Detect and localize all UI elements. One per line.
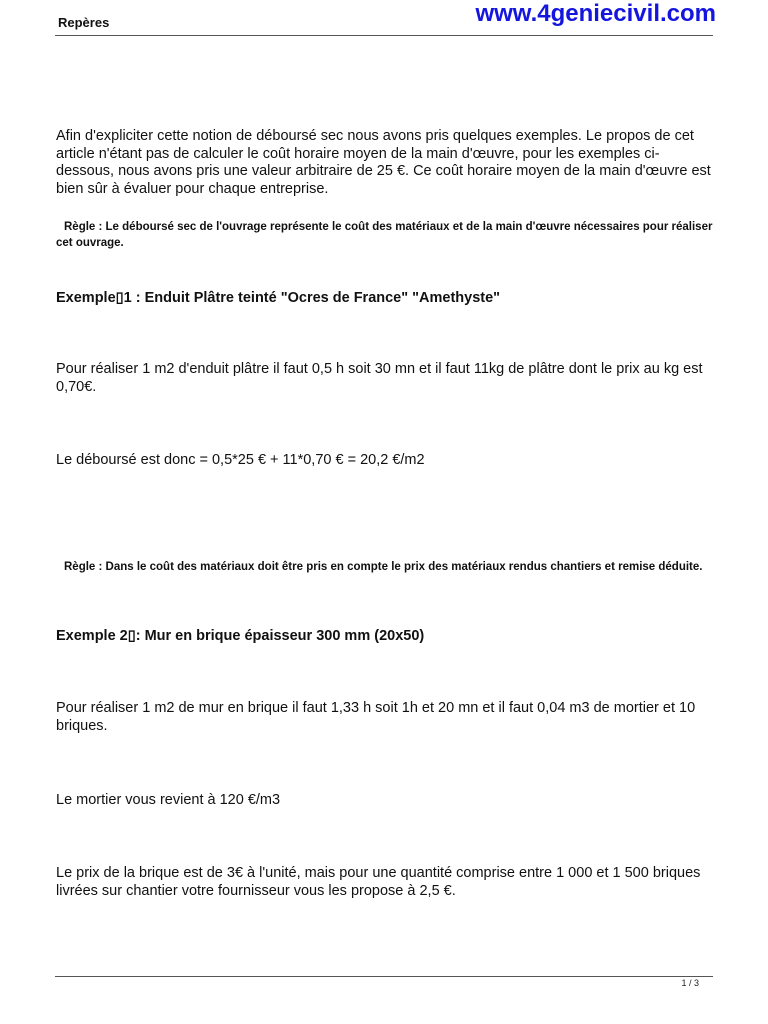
example-2-paragraph-1: Pour réaliser 1 m2 de mur en brique il faut 1,33 h soit 1h et 20 mn et il faut 0,04 m3 de mortier et 10 briques. xyxy=(56,700,696,734)
example-2-paragraph-3: Le prix de la brique est de 3€ à l'unité, mais pour une quantité comprise entre 1 000 et 1 500 briques livrées sur chantier votre fournisseur vous les propose à 2,5 €. xyxy=(56,865,701,899)
page-number: 1 / 3 xyxy=(681,978,699,988)
intro-paragraph: Afin d'expliciter cette notion de déboursé sec nous avons pris quelques exemples. Le propos de cet article n'étant pas de calculer le coût horaire moyen de la main d'œuvre, pour les exemples ci-dessous, nous avons pris une valeur arbitraire de 25 €. Ce coût horaire moyen de la main d'œuvre est bien sûr à évaluer pour chaque entreprise. xyxy=(56,128,711,197)
site-link[interactable]: www.4geniecivil.com xyxy=(475,0,716,27)
example-1-paragraph-1: Pour réaliser 1 m2 d'enduit plâtre il faut 0,5 h soit 30 mn et il faut 11kg de plâtre dont le prix au kg est 0,70€. xyxy=(56,361,703,395)
header-section-title: Repères xyxy=(58,15,110,30)
example-1-heading: Exemple▯1 : Enduit Plâtre teinté "Ocres de France" "Amethyste" xyxy=(56,290,501,306)
footer-divider xyxy=(55,976,713,977)
rule-note-1: Règle : Le déboursé sec de l'ouvrage représente le coût des matériaux et de la main d'œuvre nécessaires pour réaliser cet ouvrage. xyxy=(56,221,713,249)
example-2-heading: Exemple 2▯: Mur en brique épaisseur 300 mm (20x50) xyxy=(56,628,425,644)
example-2-paragraph-2: Le mortier vous revient à 120 €/m3 xyxy=(56,792,281,808)
rule-note-2: Règle : Dans le coût des matériaux doit être pris en compte le prix des matériaux rendus chantiers et remise déduite. xyxy=(64,561,703,573)
header-divider xyxy=(55,35,713,36)
example-1-paragraph-2: Le déboursé est donc = 0,5*25 € + 11*0,70 € = 20,2 €/m2 xyxy=(56,452,425,468)
